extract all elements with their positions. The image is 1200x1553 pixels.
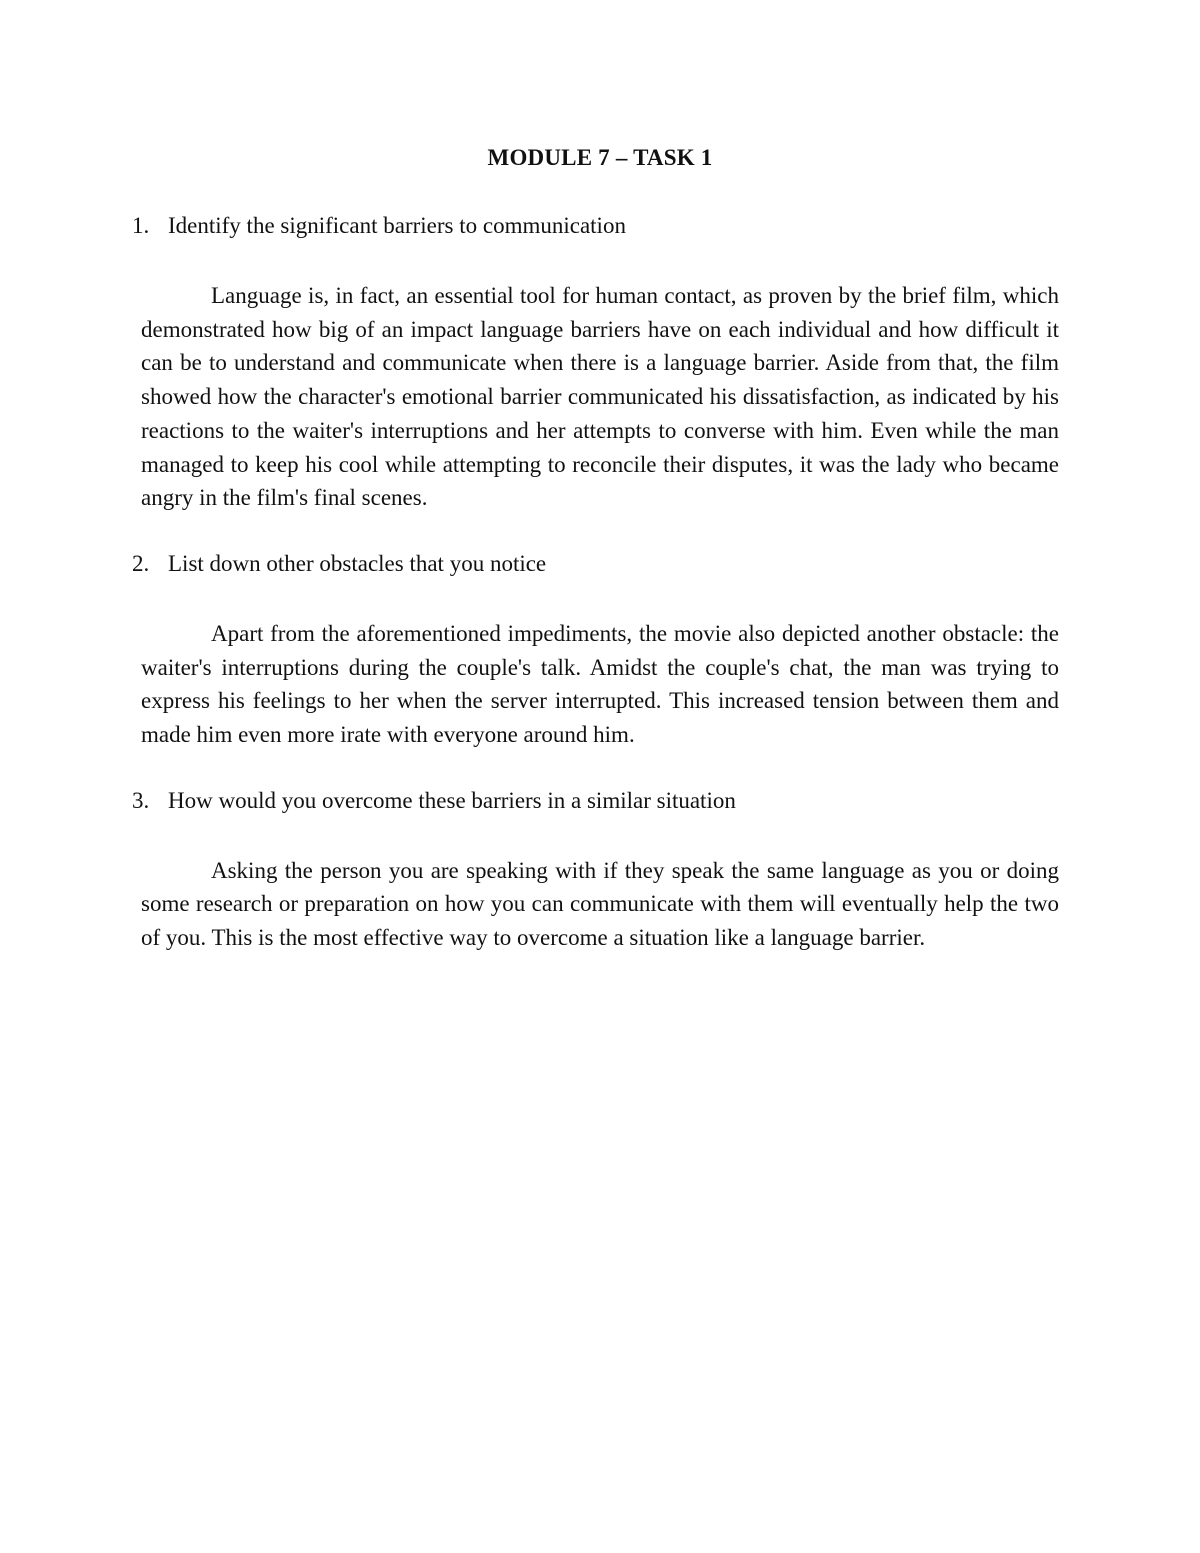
question-1 bbox=[132, 211, 1059, 241]
question-number: 2. bbox=[132, 550, 150, 576]
question-number: 1. bbox=[132, 213, 150, 238]
question-text: Identify the significant barriers to communication bbox=[168, 213, 626, 238]
answer-1: Language is, in fact, an essential tool for human contact, as proven by the brief film, which demonstrated how big of an impact language barriers have on each individual and how difficult it can be to understand and communicate when there is a language barrier. Aside from that, the film showed how the character's emotional barrier communicated his dissatisfaction, as indicated by his reactions to the waiter's interruptions and her attempts to converse with him. Even while the man managed to keep his cool while attempting to reconcile their disputes, it was the lady who became angry in the film's final scenes. bbox=[141, 283, 1059, 511]
question-text: List down other obstacles that you notice bbox=[168, 550, 547, 576]
answer-3: Asking the person you are speaking with if they speak the same language as you or doing some research or preparation on how you can communicate with them will eventually help the two of you. This is the most effective way to overcome a situation like a language barrier. bbox=[141, 857, 1059, 951]
question-3 bbox=[132, 786, 1059, 816]
question-number: 3. bbox=[132, 787, 150, 813]
question-2 bbox=[132, 549, 1059, 579]
question-text: How would you overcome these barriers in a similar situation bbox=[168, 787, 736, 813]
document-title: MODULE 7 – TASK 1 bbox=[487, 145, 713, 170]
document-body bbox=[132, 143, 1059, 989]
answer-2: Apart from the aforementioned impediments, the movie also depicted another obstacle: the waiter's interruptions during the couple's talk. Amidst the couple's chat, the man was trying to express his feelings to her when the server interrupted. This increased tension between them and made him even more irate with everyone around him. bbox=[141, 620, 1059, 748]
